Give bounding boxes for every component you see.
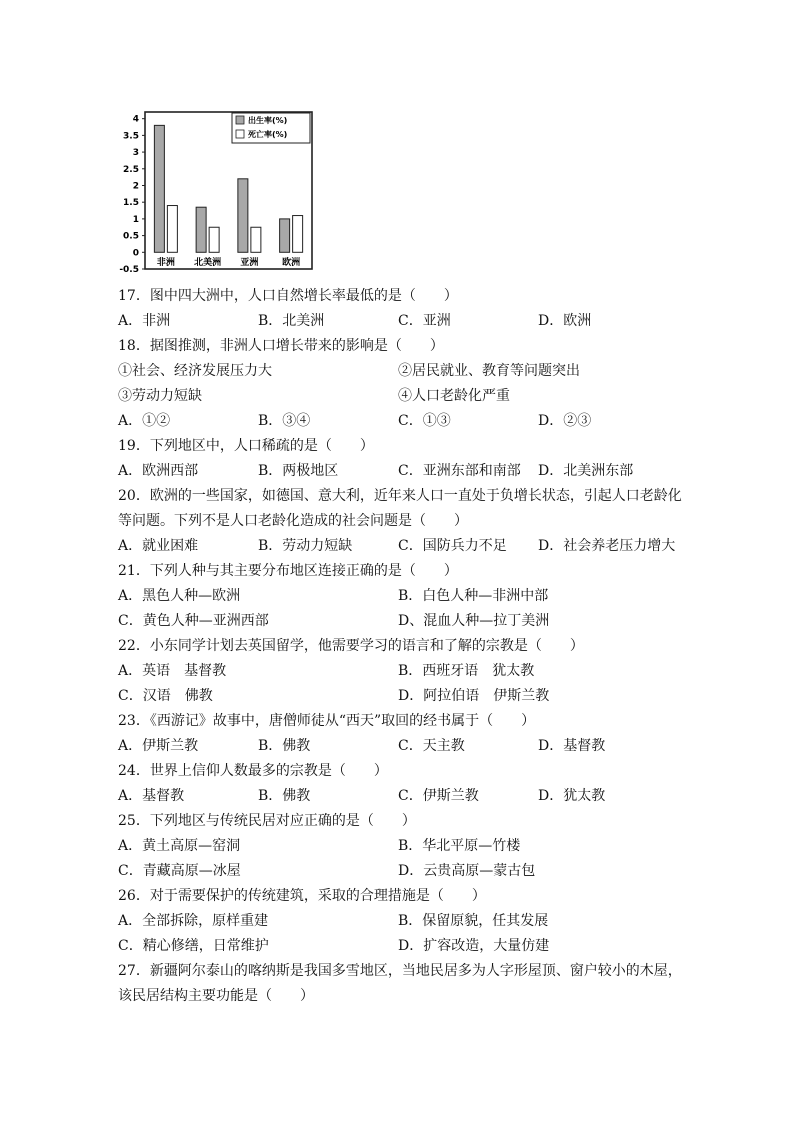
y-tick-label: -0.5 [119,265,139,274]
option-c[interactable]: C．亚洲 [398,313,451,329]
option-d[interactable]: D．犹太教 [538,788,606,804]
question-22-stem: 22．小东同学计划去英国留学，他需要学习的语言和了解的宗教是（ ） [118,638,584,654]
chart-legend [232,113,310,143]
option-a[interactable]: A．黑色人种—欧洲 [118,588,241,604]
option-d[interactable]: D．社会养老压力增大 [538,538,676,554]
option-b[interactable]: B．保留原貌，任其发展 [398,913,549,929]
bar-birth-0 [154,125,164,252]
y-tick-label: 1 [132,214,139,225]
question-18-stem: 18．据图推测，非洲人口增长带来的影响是（ ） [118,338,444,354]
y-tick-label: 1.5 [123,198,139,209]
y-tick-label: 4 [132,114,139,125]
question-20-stem-line-2: 等问题。下列不是人口老龄化造成的社会问题是（ ） [118,513,468,529]
option-c[interactable]: C．青藏高原—冰屋 [118,863,241,879]
option-a[interactable]: A．就业困难 [118,538,199,554]
option-a[interactable]: A．伊斯兰教 [118,738,199,754]
option-b[interactable]: B．佛教 [258,788,311,804]
birth-death-rate-chart [112,96,322,274]
item-4: ④人口老龄化严重 [398,388,510,404]
y-tick-label: 2.5 [123,164,139,175]
bar-death-0 [167,206,177,253]
option-a[interactable]: A．全部拆除，原样重建 [118,913,269,929]
option-a[interactable]: A．①② [118,413,171,429]
option-a[interactable]: A．欧洲西部 [118,463,199,479]
y-tick-label: 3.5 [123,131,139,142]
legend-swatch-birth [236,116,244,124]
legend-swatch-death [236,130,244,138]
bar-birth-3 [280,219,290,252]
question-23-stem: 23．《西游记》故事中，唐僧师徒从“西天”取回的经书属于（ ） [118,713,536,729]
question-19-stem: 19．下列地区中，人口稀疏的是（ ） [118,438,374,454]
option-b[interactable]: B．两极地区 [258,463,339,479]
option-b[interactable]: B．西班牙语 犹太教 [398,663,535,679]
option-d[interactable]: D．②③ [538,413,592,429]
option-a[interactable]: A．黄土高原—窑洞 [118,838,241,854]
option-c[interactable]: C．天主教 [398,738,465,754]
option-b[interactable]: B．佛教 [258,738,311,754]
option-d[interactable]: D．扩容改造，大量仿建 [398,938,550,954]
option-c[interactable]: C．汉语 佛教 [118,688,213,704]
option-b[interactable]: B．白色人种—非洲中部 [398,588,549,604]
question-21-stem: 21．下列人种与其主要分布地区连接正确的是（ ） [118,563,458,579]
option-d[interactable]: D．北美洲东部 [538,463,634,479]
option-b[interactable]: B．北美洲 [258,313,325,329]
bar-death-2 [251,227,261,252]
x-category-label: 北美洲 [194,258,222,268]
option-a[interactable]: A．非洲 [118,313,171,329]
option-b[interactable]: B．劳动力短缺 [258,538,353,554]
bar-death-1 [209,227,219,252]
option-d[interactable]: D、混血人种—拉丁美洲 [398,613,550,629]
option-c[interactable]: C．精心修缮，日常维护 [118,938,269,954]
option-d[interactable]: D．基督教 [538,738,606,754]
question-25-stem: 25．下列地区与传统民居对应正确的是（ ） [118,813,416,829]
question-27-stem-line-2: 该民居结构主要功能是（ ） [118,988,314,1004]
question-26-stem: 26．对于需要保护的传统建筑，采取的合理措施是（ ） [118,888,486,904]
option-d[interactable]: D．欧洲 [538,313,592,329]
question-17-stem: 17．图中四大洲中，人口自然增长率最低的是（ ） [118,288,458,304]
legend-label-death: 死亡率(%) [248,130,288,139]
x-category-label: 欧洲 [282,258,301,268]
bar-birth-1 [196,207,206,252]
y-tick-label: 0 [132,248,139,259]
x-category-label: 亚洲 [240,258,259,268]
question-24-stem: 24．世界上信仰人数最多的宗教是（ ） [118,763,388,779]
item-3: ③劳动力短缺 [118,388,202,404]
option-d[interactable]: D．云贵高原—蒙古包 [398,863,536,879]
item-1: ①社会、经济发展压力大 [118,363,272,379]
x-category-label: 非洲 [156,258,175,268]
option-c[interactable]: C．黄色人种—亚洲西部 [118,613,269,629]
option-c[interactable]: C．伊斯兰教 [398,788,479,804]
y-tick-label: 3 [132,148,139,159]
option-c[interactable]: C．①③ [398,413,451,429]
option-c[interactable]: C．亚洲东部和南部 [398,463,521,479]
bar-birth-2 [238,179,248,252]
option-d[interactable]: D．阿拉伯语 伊斯兰教 [398,688,550,704]
y-tick-label: 0.5 [123,231,139,242]
option-b[interactable]: B．华北平原—竹楼 [398,838,521,854]
question-20-stem-line-1: 20．欧洲的一些国家，如德国、意大利，近年来人口一直处于负增长状态，引起人口老龄化 [118,488,682,504]
question-27-stem-line-1: 27．新疆阿尔泰山的喀纳斯是我国多雪地区，当地民居多为人字形屋顶、窗户较小的木屋， [118,963,682,979]
bar-death-3 [293,216,303,253]
item-2: ②居民就业、教育等问题突出 [398,363,580,379]
y-tick-label: 2 [132,181,139,192]
option-b[interactable]: B．③④ [258,413,311,429]
legend-label-birth: 出生率(%) [248,116,288,125]
option-c[interactable]: C．国防兵力不足 [398,538,507,554]
option-a[interactable]: A．英语 基督教 [118,663,227,679]
option-a[interactable]: A．基督教 [118,788,185,804]
